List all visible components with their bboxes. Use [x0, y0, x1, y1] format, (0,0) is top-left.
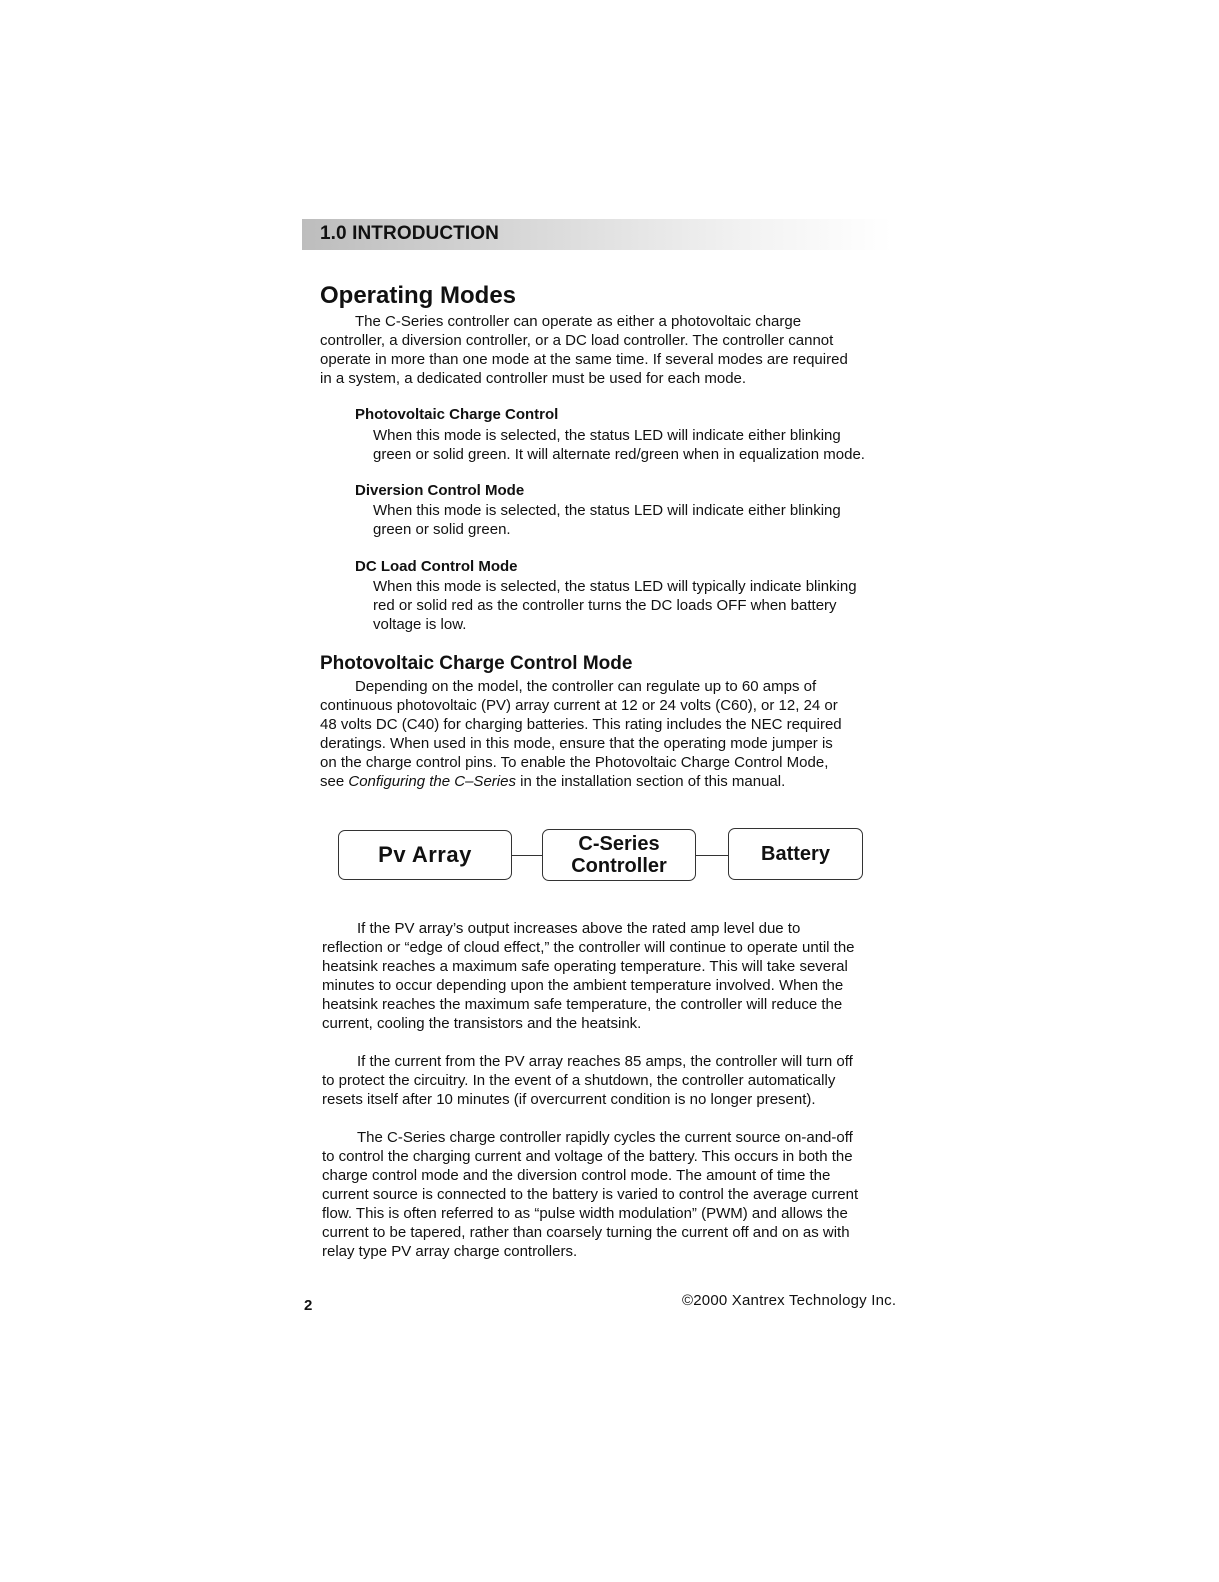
body-paragraph-3	[322, 1128, 858, 1261]
operating-modes-heading: Operating Modes	[320, 282, 517, 309]
diagram-pv-array-box	[338, 830, 512, 880]
diagram-pv-array-label: Pv Array	[378, 842, 472, 867]
diagram-battery-box	[728, 828, 863, 880]
body-line: flow. This is often referred to as “pulse width modulation” (PWM) and allows the	[322, 1205, 848, 1222]
pv-line: 48 volts DC (C40) for charging batteries. This rating includes the NEC required	[320, 716, 842, 733]
mode-title-dc-load: DC Load Control Mode	[355, 558, 518, 575]
mode-line: green or solid green. It will alternate red/green when in equalization mode.	[373, 446, 865, 463]
body-line: relay type PV array charge controllers.	[322, 1243, 578, 1260]
mode-line: green or solid green.	[373, 521, 511, 538]
body-line: minutes to occur depending upon the ambient temperature involved. When the	[322, 977, 844, 994]
body-line: If the PV array’s output increases above the rated amp level due to	[357, 920, 801, 937]
body-line: to protect the circuitry. In the event of a shutdown, the controller automatically	[322, 1072, 836, 1089]
mode-body-photovoltaic	[373, 426, 903, 464]
mode-line: When this mode is selected, the status LED will typically indicate blinking	[373, 578, 857, 595]
body-line: current to be tapered, rather than coarsely turning the current off and on as with	[322, 1224, 850, 1241]
mode-body-diversion	[373, 501, 903, 539]
body-paragraph-1	[322, 919, 855, 1033]
diagram-controller-label-line2: Controller	[571, 855, 667, 877]
pv-line: Depending on the model, the controller can regulate up to 60 amps of	[355, 678, 817, 695]
diagram-controller-box	[542, 829, 696, 881]
mode-line: red or solid red as the controller turns the DC loads OFF when battery	[373, 597, 837, 614]
intro-line: in a system, a dedicated controller must be used for each mode.	[320, 370, 747, 387]
diagram-connector-line	[695, 855, 728, 856]
body-paragraph-2	[322, 1052, 853, 1109]
mode-title-diversion: Diversion Control Mode	[355, 482, 525, 499]
copyright-notice: ©2000 Xantrex Technology Inc.	[682, 1292, 897, 1309]
diagram-connector-line	[511, 855, 542, 856]
pv-line: on the charge control pins. To enable the Photovoltaic Charge Control Mode,	[320, 754, 829, 771]
pv-mode-heading: Photovoltaic Charge Control Mode	[320, 653, 633, 674]
body-line: charge control mode and the diversion control mode. The amount of time the	[322, 1167, 831, 1184]
mode-body-dc-load	[373, 577, 903, 634]
manual-reference: Configuring the C–Series	[348, 773, 516, 790]
body-line: resets itself after 10 minutes (if overcurrent condition is no longer present).	[322, 1091, 816, 1108]
diagram-controller-label-line1: C-Series	[578, 833, 660, 855]
mode-line: voltage is low.	[373, 616, 467, 633]
pv-line: continuous photovoltaic (PV) array current at 12 or 24 volts (C60), or 12, 24 or	[320, 697, 838, 714]
pv-mode-paragraph	[320, 677, 842, 791]
body-line: current source is connected to the battery is varied to control the average current	[322, 1186, 859, 1203]
intro-line: controller, a diversion controller, or a DC load controller. The controller cannot	[320, 332, 834, 349]
intro-line: operate in more than one mode at the same time. If several modes are required	[320, 351, 848, 368]
mode-title-photovoltaic: Photovoltaic Charge Control	[355, 406, 559, 423]
body-line: to control the charging current and voltage of the battery. This occurs in both the	[322, 1148, 853, 1165]
section-title: 1.0 INTRODUCTION	[320, 223, 499, 244]
intro-line: The C-Series controller can operate as either a photovoltaic charge	[355, 313, 802, 330]
pv-line: deratings. When used in this mode, ensure that the operating mode jumper is	[320, 735, 833, 752]
mode-line: When this mode is selected, the status LED will indicate either blinking	[373, 502, 841, 519]
mode-line: When this mode is selected, the status LED will indicate either blinking	[373, 427, 841, 444]
pv-line: see Configuring the C–Series in the installation section of this manual.	[320, 773, 786, 790]
operating-modes-intro	[320, 312, 848, 388]
body-line: If the current from the PV array reaches 85 amps, the controller will turn off	[357, 1053, 853, 1070]
body-line: heatsink reaches a maximum safe operating temperature. This will take several	[322, 958, 848, 975]
body-line: heatsink reaches the maximum safe temperature, the controller will reduce the	[322, 996, 843, 1013]
diagram-battery-label: Battery	[761, 842, 830, 865]
body-line: current, cooling the transistors and the heatsink.	[322, 1015, 642, 1032]
body-line: reflection or “edge of cloud effect,” the controller will continue to operate until the	[322, 939, 855, 956]
body-line: The C-Series charge controller rapidly cycles the current source on-and-off	[357, 1129, 853, 1146]
page-number: 2	[304, 1297, 313, 1314]
